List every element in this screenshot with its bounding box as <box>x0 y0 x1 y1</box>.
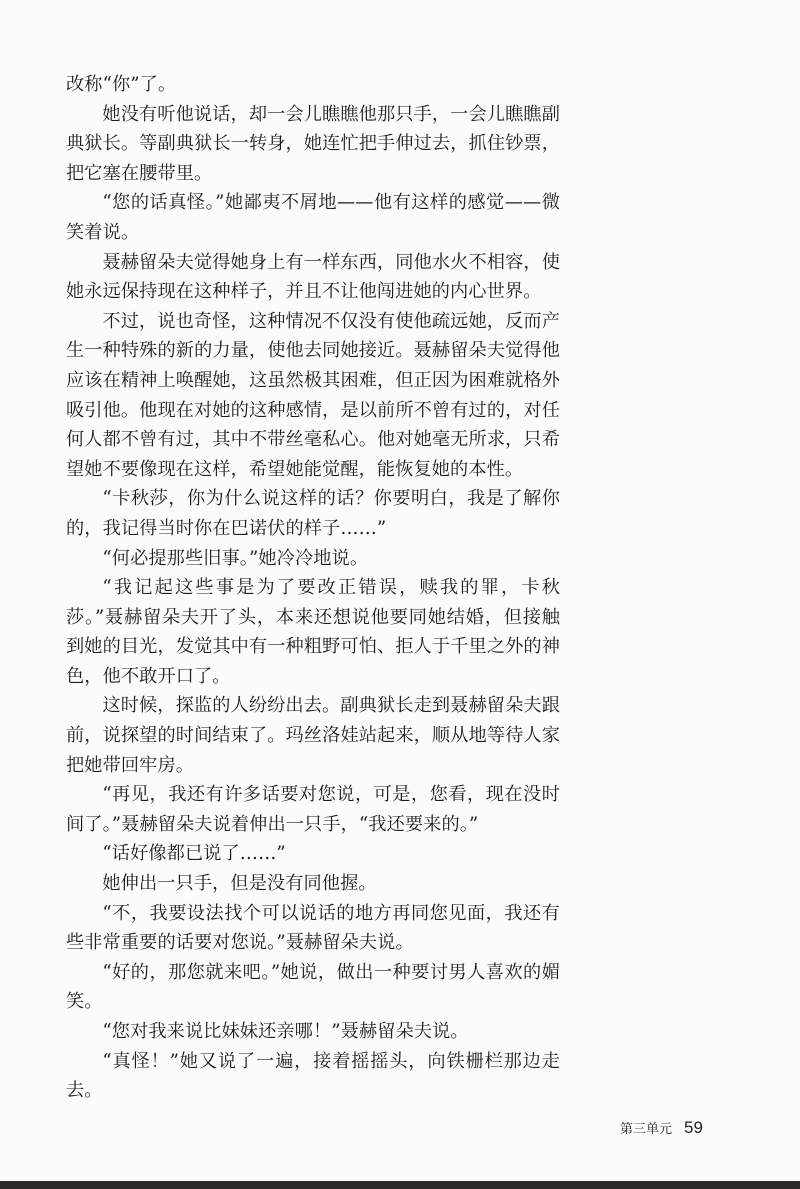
body-text <box>66 70 560 1106</box>
paragraph: “您的话真怪。”她鄙夷不屑地——他有这样的感觉——微笑着说。 <box>66 192 560 243</box>
page-number: 59 <box>684 1118 703 1137</box>
page-footer <box>620 1118 703 1138</box>
paragraph: “您对我来说比妹妹还亲哪！”聂赫留朵夫说。 <box>102 1021 469 1042</box>
paragraph: “真怪！”她又说了一遍，接着摇摇头，向铁栅栏那边走去。 <box>66 1050 560 1102</box>
paragraph: “话好像都已说了……” <box>102 843 286 865</box>
paragraph: 这时候，探监的人纷纷出去。副典狱长走到聂赫留朵夫跟前，说探望的时间结束了。玛丝洛娃站起来，顺从地等待人家把她带回牢房。 <box>66 695 560 776</box>
paragraph: “好的，那您就来吧。”她说，做出一种要讨男人喜欢的媚笑。 <box>66 961 560 1013</box>
paragraph: “不，我要设法找个可以说话的地方再同您见面，我还有些非常重要的话要对您说。”聂赫留朵夫说。 <box>66 902 560 954</box>
paragraph: “我记起这些事是为了要改正错误，赎我的罪，卡秋莎。”聂赫留朵夫开了头，本来还想说他要同她结婚，但接触到她的目光，发觉其中有一种粗野可怕、拒人于千里之外的神色，他不敢开口了。 <box>66 577 560 687</box>
paragraph: “再见，我还有许多话要对您说，可是，您看，现在没时间了。”聂赫留朵夫说着伸出一只手，“我还要来的。” <box>66 784 560 835</box>
paragraph: 不过，说也奇怪，这种情况不仅没有使他疏远她，反而产生一种特殊的新的力量，使他去同她接近。聂赫留朵夫觉得他应该在精神上唤醒她，这虽然极其困难，但正因为困难就格外吸引他。他现在对她的这种感情，是以前所不曾有过的，对任何人都不曾有过，其中不带丝毫私心。他对她毫无所求，只希望她不要像现在这样，希望她能觉醒，能恢复她的本性。 <box>66 310 560 480</box>
unit-label: 第三单元 <box>620 1122 673 1137</box>
paragraph: 她伸出一只手，但是没有同他握。 <box>102 873 377 895</box>
paragraph: 她没有听他说话，却一会儿瞧瞧他那只手，一会儿瞧瞧副典狱长。等副典狱长一转身，她连忙把手伸过去，抓住钞票，把它塞在腰带里。 <box>66 103 560 184</box>
paragraph: 改称“你”了。 <box>66 74 177 95</box>
scan-edge-divider <box>0 1181 800 1189</box>
paragraph: “何必提那些旧事。”她冷冷地说。 <box>102 547 369 569</box>
paragraph: 聂赫留朵夫觉得她身上有一样东西，同他水火不相容，使她永远保持现在这种样子，并且不让他闯进她的内心世界。 <box>66 251 560 303</box>
paragraph: “卡秋莎，你为什么说这样的话？你要明白，我是了解你的，我记得当时你在巴诺伏的样子……” <box>66 488 560 539</box>
